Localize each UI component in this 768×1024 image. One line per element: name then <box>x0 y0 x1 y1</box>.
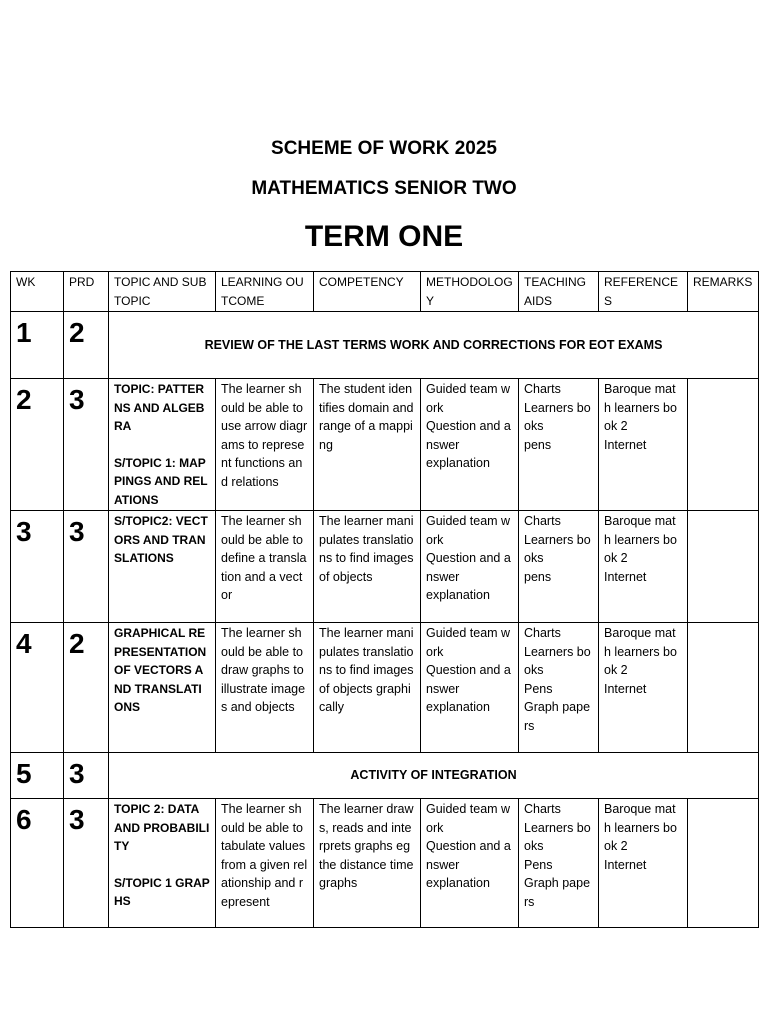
week-cell: 2 <box>11 379 64 511</box>
aids-cell <box>519 623 599 753</box>
header-references: REFERENCES <box>599 272 688 312</box>
aid-item: Charts <box>524 514 561 528</box>
methodology-item: explanation <box>426 700 490 714</box>
document-subtitle: MATHEMATICS SENIOR TWO <box>251 178 517 199</box>
methodology-item: explanation <box>426 588 490 602</box>
period-cell: 3 <box>64 753 109 799</box>
remarks-cell <box>688 511 759 623</box>
week-cell: 3 <box>11 511 64 623</box>
table-row <box>11 312 759 379</box>
header-outcome: LEARNING OUTCOME <box>216 272 314 312</box>
period-cell: 2 <box>64 312 109 379</box>
header-competency: COMPETENCY <box>314 272 421 312</box>
references-cell <box>599 623 688 753</box>
week-cell: 5 <box>11 753 64 799</box>
methodology-item: Question and answer <box>426 663 511 696</box>
reference-item: Baroque math learners book 2 <box>604 802 677 853</box>
table-row <box>11 753 759 799</box>
document-title: SCHEME OF WORK 2025 <box>271 138 497 159</box>
header-remarks: REMARKS <box>688 272 759 312</box>
table-row <box>11 379 759 511</box>
competency-cell: The student identifies domain and range of a mapping <box>314 379 421 511</box>
competency-cell: The learner manipulates translations to find images of objects graphically <box>314 623 421 753</box>
header-topic: TOPIC AND SUBTOPIC <box>109 272 216 312</box>
methodology-cell <box>421 379 519 511</box>
reference-item: Baroque math learners book 2 <box>604 514 677 565</box>
topic-main: GRAPHICAL REPRESENTATION OF VECTORS AND TRANSLATIONS <box>114 626 207 714</box>
aid-item: pens <box>524 437 552 452</box>
reference-item: Baroque math learners book 2 <box>604 382 677 433</box>
outcome-cell: The learner should be able to tabulate values from a given relationship and represent <box>216 799 314 928</box>
aid-item: Pens <box>524 681 553 696</box>
outcome-cell: The learner should be able to define a translation and a vector <box>216 511 314 623</box>
review-banner: REVIEW OF THE LAST TERMS WORK AND CORRECTIONS FOR EOT EXAMS <box>109 312 759 379</box>
methodology-cell <box>421 623 519 753</box>
topic-main: S/TOPIC2: VECTORS AND TRANSLATIONS <box>114 514 208 565</box>
methodology-cell <box>421 511 519 623</box>
methodology-item: Guided team work <box>426 514 511 547</box>
period-cell: 2 <box>64 623 109 753</box>
table-row <box>11 623 759 753</box>
aid-item: Graph papers <box>524 876 591 909</box>
remarks-cell <box>688 379 759 511</box>
outcome-cell: The learner should be able to use arrow diagrams to represent functions and relations <box>216 379 314 511</box>
header-prd: PRD <box>64 272 109 312</box>
reference-item: Internet <box>604 437 647 452</box>
aid-item: Charts <box>524 802 561 816</box>
header-aids: TEACHING AIDS <box>519 272 599 312</box>
methodology-item: Question and answer <box>426 551 511 584</box>
topic-sub: S/TOPIC 1 GRAPHS <box>114 875 210 908</box>
methodology-item: explanation <box>426 456 490 470</box>
week-cell: 4 <box>11 623 64 753</box>
table-row <box>11 799 759 928</box>
aid-item: Learners books <box>524 820 591 853</box>
header-methodology: METHODOLOGY <box>421 272 519 312</box>
period-cell: 3 <box>64 511 109 623</box>
methodology-cell <box>421 799 519 928</box>
aid-item: Learners books <box>524 400 591 433</box>
week-cell: 1 <box>11 312 64 379</box>
topic-cell <box>109 379 216 511</box>
topic-main: TOPIC: PATTERNS AND ALGEBRA <box>114 382 205 433</box>
topic-cell <box>109 799 216 928</box>
methodology-item: Question and answer <box>426 839 511 872</box>
week-cell: 6 <box>11 799 64 928</box>
reference-item: Internet <box>604 569 647 584</box>
outcome-cell: The learner should be able to draw graphs to illustrate images and objects <box>216 623 314 753</box>
reference-item: Internet <box>604 681 647 696</box>
methodology-item: Guided team work <box>426 382 511 415</box>
table-row <box>11 511 759 623</box>
references-cell <box>599 379 688 511</box>
competency-cell: The learner manipulates translations to find images of objects <box>314 511 421 623</box>
reference-item: Baroque math learners book 2 <box>604 626 677 677</box>
aid-item: Charts <box>524 382 561 396</box>
references-cell <box>599 799 688 928</box>
topic-cell <box>109 623 216 753</box>
topic-main: TOPIC 2: DATA AND PROBABILITY <box>114 802 210 853</box>
aids-cell <box>519 379 599 511</box>
methodology-item: Guided team work <box>426 626 511 659</box>
remarks-cell <box>688 623 759 753</box>
topic-sub: S/TOPIC 1: MAPPINGS AND RELATIONS <box>114 455 208 507</box>
header-row <box>11 272 759 312</box>
aid-item: Graph papers <box>524 700 591 733</box>
scheme-of-work-table <box>10 271 759 928</box>
period-cell: 3 <box>64 799 109 928</box>
aid-item: Learners books <box>524 644 591 677</box>
competency-cell: The learner draws, reads and interprets graphs eg the distance time graphs <box>314 799 421 928</box>
methodology-item: explanation <box>426 876 490 890</box>
reference-item: Internet <box>604 857 647 872</box>
aids-cell <box>519 799 599 928</box>
aid-item: Pens <box>524 857 553 872</box>
header-wk: WK <box>11 272 64 312</box>
methodology-item: Question and answer <box>426 419 511 452</box>
aid-item: Learners books <box>524 532 591 565</box>
remarks-cell <box>688 799 759 928</box>
topic-cell <box>109 511 216 623</box>
integration-banner: ACTIVITY OF INTEGRATION <box>109 753 759 799</box>
aid-item: pens <box>524 569 552 584</box>
period-cell: 3 <box>64 379 109 511</box>
references-cell <box>599 511 688 623</box>
aids-cell <box>519 511 599 623</box>
term-heading: TERM ONE <box>304 220 464 253</box>
methodology-item: Guided team work <box>426 802 511 835</box>
aid-item: Charts <box>524 626 561 640</box>
